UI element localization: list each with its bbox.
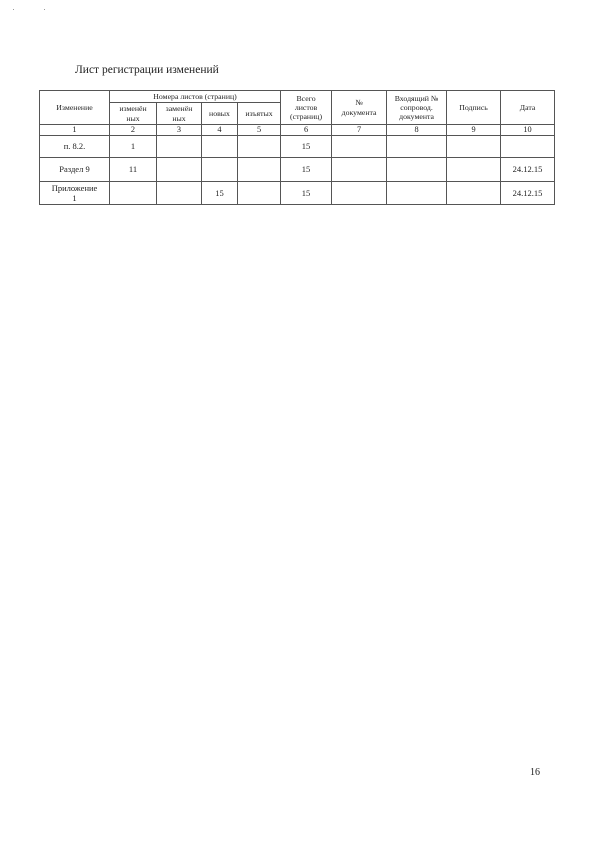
- table-cell: [157, 158, 202, 182]
- column-number: 8: [387, 125, 447, 136]
- table-cell: [332, 158, 387, 182]
- table-cell: 15: [281, 158, 332, 182]
- table-cell: 24.12.15: [501, 158, 555, 182]
- table-cell: 1: [110, 136, 157, 158]
- column-number: 1: [40, 125, 110, 136]
- table-row: [40, 182, 555, 205]
- table-cell: [238, 158, 281, 182]
- table-cell: [238, 136, 281, 158]
- table-cell: [447, 182, 501, 205]
- table-cell: [202, 136, 238, 158]
- table-cell: Приложение 1: [40, 182, 110, 205]
- header-changed: изменён ных: [110, 103, 157, 125]
- column-number: 10: [501, 125, 555, 136]
- header-replaced: заменён ных: [157, 103, 202, 125]
- header-sheet-numbers: Номера листов (страниц): [110, 91, 281, 103]
- table-cell: 11: [110, 158, 157, 182]
- table-cell: [447, 158, 501, 182]
- table-cell: Раздел 9: [40, 158, 110, 182]
- change-registration-table: [39, 90, 555, 205]
- header-change: Изменение: [40, 91, 110, 125]
- table-cell: п. 8.2.: [40, 136, 110, 158]
- table-cell: [202, 158, 238, 182]
- table-cell: 24.12.15: [501, 182, 555, 205]
- table-cell: [387, 136, 447, 158]
- header-signature: Подпись: [447, 91, 501, 125]
- column-number: 9: [447, 125, 501, 136]
- column-number: 2: [110, 125, 157, 136]
- document-title: Лист регистрации изменений: [75, 64, 219, 76]
- table-cell: [110, 182, 157, 205]
- header-new: новых: [202, 103, 238, 125]
- header-date: Дата: [501, 91, 555, 125]
- header-incoming-number: Входящий № сопровод. документа: [387, 91, 447, 125]
- table-cell: [387, 158, 447, 182]
- column-number: 5: [238, 125, 281, 136]
- column-number: 6: [281, 125, 332, 136]
- header-total-sheets: Всего листов (страниц): [281, 91, 332, 125]
- header-withdrawn: изъятых: [238, 103, 281, 125]
- table-cell: [157, 136, 202, 158]
- column-number: 3: [157, 125, 202, 136]
- header-document-number: № документа: [332, 91, 387, 125]
- table-row: [40, 136, 555, 158]
- table-cell: 15: [281, 136, 332, 158]
- table-cell: [332, 136, 387, 158]
- scan-speck: [44, 9, 45, 10]
- table-cell: 15: [281, 182, 332, 205]
- scan-speck: [13, 9, 14, 10]
- table-cell: [238, 182, 281, 205]
- table-cell: [332, 182, 387, 205]
- page-number: 16: [530, 767, 540, 778]
- table-cell: [157, 182, 202, 205]
- table-cell: [387, 182, 447, 205]
- column-number-row: [40, 125, 555, 136]
- column-number: 4: [202, 125, 238, 136]
- table-row: [40, 158, 555, 182]
- column-number: 7: [332, 125, 387, 136]
- table-cell: 15: [202, 182, 238, 205]
- table-cell: [447, 136, 501, 158]
- table-cell: [501, 136, 555, 158]
